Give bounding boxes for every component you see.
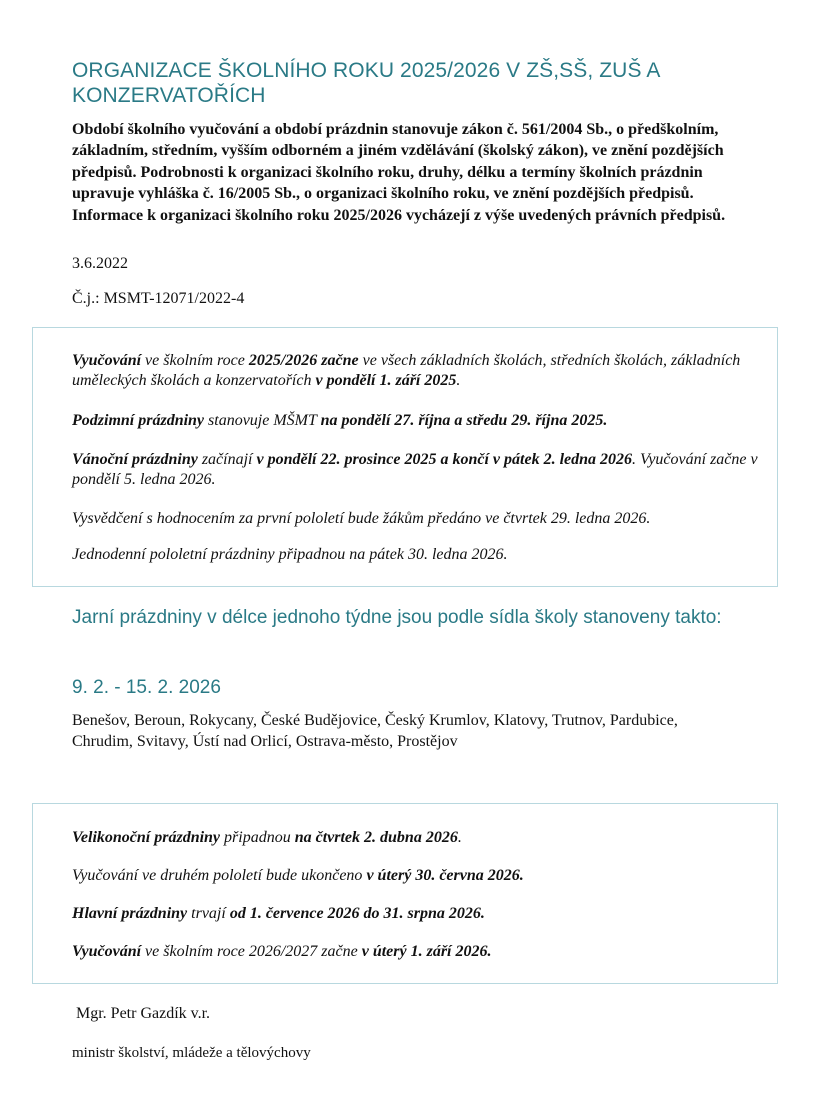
emphasis: Velikonoční prázdniny bbox=[72, 829, 221, 846]
emphasis: v pondělí 1. září 2025 bbox=[315, 372, 457, 389]
signatory-title: ministr školství, mládeže a tělovýchovy bbox=[72, 1045, 311, 1061]
emphasis: na pondělí 27. října a středu 29. října 2025. bbox=[320, 412, 608, 429]
emphasis: Podzimní prázdniny bbox=[72, 412, 205, 429]
emphasis: Vyučování bbox=[72, 943, 142, 960]
emphasis: Hlavní prázdniny bbox=[72, 905, 188, 922]
autumn-holiday-paragraph bbox=[72, 411, 762, 431]
reference-number: Č.j.: MSMT-12071/2022-4 bbox=[72, 290, 245, 307]
emphasis: v úterý 1. září 2026. bbox=[361, 943, 492, 960]
emphasis: 2025/2026 začne bbox=[248, 352, 359, 369]
text-span: začínají bbox=[197, 451, 257, 468]
text-span: připadnou bbox=[220, 829, 295, 846]
text-span: . Vyučování začne v pondělí 5. ledna 2026. bbox=[72, 451, 758, 488]
emphasis: v úterý 30. června 2026. bbox=[366, 867, 524, 884]
christmas-holiday-paragraph bbox=[72, 450, 762, 490]
emphasis: Vánoční prázdniny bbox=[72, 451, 198, 468]
text-span: Vyučování ve druhém pololetí bude ukončeno bbox=[72, 867, 367, 884]
signatory-name: Mgr. Petr Gazdík v.r. bbox=[76, 1005, 211, 1022]
text-span: . bbox=[456, 372, 461, 389]
emphasis: Vyučování bbox=[72, 352, 142, 369]
semester-holiday-paragraph: Jednodenní pololetní prázdniny připadnou na pátek 30. ledna 2026. bbox=[72, 546, 508, 563]
emphasis: od 1. července 2026 do 31. srpna 2026. bbox=[229, 905, 485, 922]
emphasis: na čtvrtek 2. dubna 2026 bbox=[294, 829, 458, 846]
text-span: stanovuje MŠMT bbox=[204, 412, 321, 429]
text-span: ve všech základních školách, středních školách, základních uměleckých školách a konzervatořích bbox=[72, 352, 741, 389]
text-span: . bbox=[457, 829, 462, 846]
school-start-paragraph bbox=[72, 351, 762, 391]
easter-holiday-paragraph bbox=[72, 828, 762, 848]
summer-holiday-paragraph bbox=[72, 904, 762, 924]
document-date: 3.6.2022 bbox=[72, 255, 128, 272]
next-year-start-paragraph bbox=[72, 942, 762, 962]
spring-holiday-date: 9. 2. - 15. 2. 2026 bbox=[72, 677, 221, 698]
text-span: trvají bbox=[187, 905, 230, 922]
text-span: ve školním roce bbox=[141, 352, 249, 369]
emphasis: v pondělí 22. prosince 2025 a končí v pátek 2. ledna 2026 bbox=[256, 451, 633, 468]
school-end-paragraph bbox=[72, 866, 762, 886]
text-span: ve školním roce 2026/2027 začne bbox=[141, 943, 362, 960]
report-card-paragraph: Vysvědčení s hodnocením za první pololetí bude žákům předáno ve čtvrtek 29. ledna 2026. bbox=[72, 510, 651, 527]
spring-holiday-heading: Jarní prázdniny v délce jednoho týdne jsou podle sídla školy stanoveny takto: bbox=[72, 607, 722, 628]
intro-paragraph: Období školního vyučování a období prázdnin stanovuje zákon č. 561/2004 Sb., o předškolním, základním, středním, vyšším odborném a jiném vzdělávání (školský zákon), ve znění pozdějších předpisů. Podrobnosti k organizaci školního roku, druhy, délku a termíny školních prázdnin upravuje vyhláška č. 16/2005 Sb., o organizaci školního roku, ve znění pozdějších předpisů. Informace k organizaci školního roku 2025/2026 vycházejí z výše uvedených právních předpisů. bbox=[72, 121, 726, 224]
district-list: Benešov, Beroun, Rokycany, České Budějovice, Český Krumlov, Klatovy, Trutnov, Pardubice, Chrudim, Svitavy, Ústí nad Orlicí, Ostrava-město, Prostějov bbox=[72, 712, 678, 750]
page-title: ORGANIZACE ŠKOLNÍHO ROKU 2025/2026 V ZŠ,SŠ, ZUŠ A KONZERVATOŘÍCH bbox=[72, 59, 660, 107]
